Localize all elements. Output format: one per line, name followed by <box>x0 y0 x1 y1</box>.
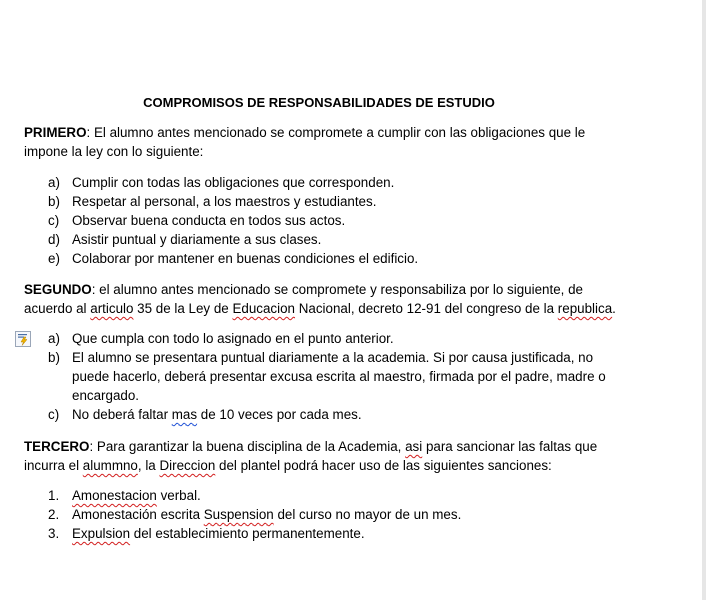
page-title: COMPROMISOS DE RESPONSABILIDADES DE ESTUDIO <box>143 95 495 110</box>
list-item-text: Colaborar por mantener en buenas condiciones el edificio. <box>72 251 419 266</box>
list-marker: c) <box>48 407 60 422</box>
spelling-error-word[interactable]: Educacion <box>232 301 296 316</box>
segundo-text: : el alumno antes mencionado se compromete y responsabiliza por lo siguiente, de acuerdo al <box>24 282 583 316</box>
primero-text: : El alumno antes mencionado se compromete a cumplir con las obligaciones que le impone la ley con lo siguiente: <box>24 125 586 159</box>
list-marker: 2. <box>48 507 60 522</box>
list-marker: a) <box>48 331 60 346</box>
segundo-text: . <box>612 301 616 316</box>
paragraph-primero <box>24 123 616 161</box>
list-item-text-part: del establecimiento permanentemente. <box>130 526 365 541</box>
list-item-text: Respetar al personal, a los maestros y estudiantes. <box>72 194 377 209</box>
spelling-error-word[interactable]: Expulsion <box>72 526 131 541</box>
list-item-text: Observar buena conducta en todos sus actos. <box>72 213 346 228</box>
primero-list <box>24 173 624 268</box>
tercero-text: del plantel podrá hacer uso de las siguientes sanciones: <box>215 458 552 473</box>
list-item-text <box>72 505 618 524</box>
spelling-error-word[interactable]: republica <box>557 301 613 316</box>
list-item <box>24 192 624 211</box>
list-marker: 1. <box>48 488 60 503</box>
spelling-error-word[interactable]: articulo <box>90 301 134 316</box>
list-item-text <box>72 524 618 543</box>
list-item <box>24 249 624 268</box>
list-item-text-part: de 10 veces por cada mes. <box>197 407 362 422</box>
list-marker: 3. <box>48 526 60 541</box>
list-item <box>24 405 624 424</box>
list-marker: d) <box>48 232 60 247</box>
list-item <box>24 230 624 249</box>
list-item-text: Cumplir con todas las obligaciones que corresponden. <box>72 175 395 190</box>
list-item-text-part: No deberá faltar <box>72 407 172 422</box>
list-item-text: Asistir puntual y diariamente a sus clases. <box>72 232 322 247</box>
list-item-text: Que cumpla con todo lo asignado en el punto anterior. <box>72 331 394 346</box>
list-item-text-part: del curso no mayor de un mes. <box>273 507 462 522</box>
segundo-list <box>24 329 624 424</box>
list-item-text: El alumno se presentara puntual diariamente a la academia. Si por causa justificada, no puede hacerlo, deberá presentar excusa escrita al maestro, firmada por el padre, madre o encargado. <box>72 350 606 403</box>
heading-primero: PRIMERO <box>24 125 87 140</box>
list-marker: e) <box>48 251 60 266</box>
list-item <box>24 524 624 543</box>
list-item <box>24 348 624 405</box>
page-edge <box>702 0 706 600</box>
segundo-text: Nacional, decreto 12-91 del congreso de la <box>295 301 558 316</box>
list-marker: c) <box>48 213 60 228</box>
spelling-error-word[interactable]: asi <box>405 439 423 454</box>
paragraph-segundo <box>24 280 616 318</box>
list-item <box>24 173 624 192</box>
spelling-error-word[interactable]: Amonestacion <box>72 488 157 503</box>
heading-tercero: TERCERO <box>24 439 90 454</box>
spelling-error-word[interactable]: alummno <box>82 458 138 473</box>
tercero-text: para sancionar las faltas que incurra el <box>24 439 598 473</box>
tercero-text: , la <box>137 458 160 473</box>
list-item <box>24 486 624 505</box>
spelling-error-word[interactable]: Direccion <box>159 458 216 473</box>
list-item <box>24 329 624 348</box>
paragraph-tercero <box>24 437 616 475</box>
heading-segundo: SEGUNDO <box>24 282 92 297</box>
list-marker: b) <box>48 350 60 365</box>
list-item <box>24 211 624 230</box>
list-item <box>24 505 624 524</box>
spelling-error-word[interactable]: Suspension <box>203 507 274 522</box>
list-marker: b) <box>48 194 60 209</box>
list-item-text <box>72 486 618 505</box>
list-item-text <box>72 405 618 424</box>
segundo-text: 35 de la Ley de <box>133 301 233 316</box>
list-marker: a) <box>48 175 60 190</box>
tercero-list <box>24 486 624 543</box>
list-item-text-part: verbal. <box>156 488 201 503</box>
list-item-text-part: Amonestación escrita <box>72 507 204 522</box>
tercero-text: : Para garantizar la buena disciplina de la Academia, <box>89 439 406 454</box>
grammar-error-word[interactable]: mas <box>171 407 198 422</box>
